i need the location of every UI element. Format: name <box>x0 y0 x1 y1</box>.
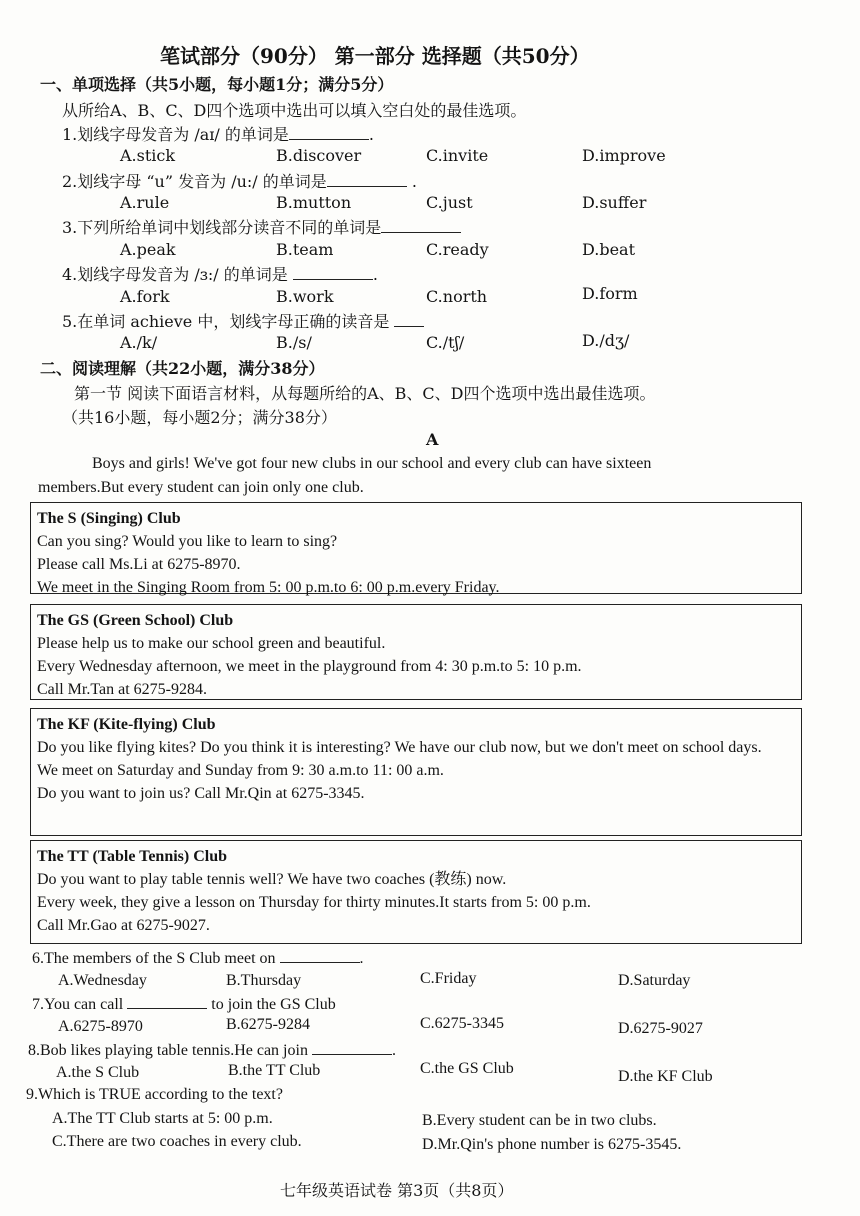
club-line: Do you want to join us? Call Mr.Qin at 6275-3345. <box>37 785 365 802</box>
club-line: Do you want to play table tennis well? We have two coaches (教练) now. <box>37 871 507 888</box>
q3-option-d[interactable]: D.beat <box>582 240 636 259</box>
question-1: 1.划线字母发音为 /aɪ/ 的单词是 . <box>62 125 374 144</box>
question-7: 7.You can call to join the GS Club <box>32 996 336 1013</box>
q9-option-b[interactable]: B.Every student can be in two clubs. <box>422 1112 657 1129</box>
club-box-green-school <box>30 604 802 700</box>
part1-heading: 一、单项选择（共5小题，每小题1分；满分5分） <box>40 75 394 94</box>
q2-option-d[interactable]: D.suffer <box>582 193 647 212</box>
page-title: 笔试部分（90分） 第一部分 选择题（共50分） <box>160 44 590 68</box>
q5-option-c[interactable]: C./tʃ/ <box>426 333 465 352</box>
part2-heading: 二、阅读理解（共22小题，满分38分） <box>40 359 325 378</box>
club-box-table-tennis <box>30 840 802 944</box>
q3-option-a[interactable]: A.peak <box>120 240 176 259</box>
club-line: We meet on Saturday and Sunday from 9: 30 a.m.to 11: 00 a.m. <box>37 762 444 779</box>
q7-option-a[interactable]: A.6275-8970 <box>58 1018 143 1035</box>
club-title: The S (Singing) Club <box>37 510 181 527</box>
q5-option-a[interactable]: A./k/ <box>120 333 158 352</box>
q3-option-c[interactable]: C.ready <box>426 240 489 259</box>
answer-blank[interactable] <box>381 218 461 233</box>
page-footer: 七年级英语试卷 第3页（共8页） <box>280 1181 514 1200</box>
question-9: 9.Which is TRUE according to the text? <box>26 1086 283 1103</box>
club-line: Call Mr.Gao at 6275-9027. <box>37 917 210 934</box>
club-title: The KF (Kite-flying) Club <box>37 716 216 733</box>
section-note: （共16小题，每小题2分；满分38分） <box>62 408 337 427</box>
q4-option-c[interactable]: C.north <box>426 287 488 306</box>
answer-blank[interactable] <box>127 994 207 1009</box>
answer-blank[interactable] <box>289 125 369 140</box>
q4-option-a[interactable]: A.fork <box>120 287 170 306</box>
answer-blank[interactable] <box>293 265 373 280</box>
q4-option-d[interactable]: D.form <box>582 284 638 303</box>
club-line: Can you sing? Would you like to learn to sing? <box>37 533 338 550</box>
passage-label: A <box>426 430 439 449</box>
club-title: The GS (Green School) Club <box>37 612 234 629</box>
question-6: 6.The members of the S Club meet on . <box>32 950 364 967</box>
q4-option-b[interactable]: B.work <box>276 287 334 306</box>
question-5: 5.在单词 achieve 中，划线字母正确的读音是 <box>62 309 424 332</box>
q6-option-b[interactable]: B.Thursday <box>226 972 302 989</box>
question-8: 8.Bob likes playing table tennis.He can join . <box>28 1042 396 1059</box>
q7-option-b[interactable]: B.6275-9284 <box>226 1016 310 1033</box>
q8-option-c[interactable]: C.the GS Club <box>420 1060 514 1077</box>
q1-option-b[interactable]: B.discover <box>276 146 362 165</box>
q9-option-d[interactable]: D.Mr.Qin's phone number is 6275-3545. <box>422 1136 682 1153</box>
q2-option-a[interactable]: A.rule <box>120 193 170 212</box>
answer-blank[interactable] <box>327 172 407 187</box>
part1-instruction: 从所给A、B、C、D四个选项中选出可以填入空白处的最佳选项。 <box>62 101 527 120</box>
club-line: Every Wednesday afternoon, we meet in the playground from 4: 30 p.m.to 5: 10 p.m. <box>37 658 582 675</box>
question-4: 4.划线字母发音为 /ɜ:/ 的单词是 . <box>62 265 378 284</box>
q6-option-a[interactable]: A.Wednesday <box>58 972 147 989</box>
answer-blank[interactable] <box>394 312 424 327</box>
passage-line-2: members.But every student can join only one club. <box>38 479 364 496</box>
section-intro: 第一节 阅读下面语言材料，从每题所给的A、B、C、D四个选项中选出最佳选项。 <box>74 384 656 403</box>
club-box-kite-flying <box>30 708 802 836</box>
q9-option-c[interactable]: C.There are two coaches in every club. <box>52 1133 302 1150</box>
q8-option-b[interactable]: B.the TT Club <box>228 1062 321 1079</box>
club-box-singing <box>30 502 802 594</box>
q7-option-c[interactable]: C.6275-3345 <box>420 1015 504 1032</box>
q9-option-a[interactable]: A.The TT Club starts at 5: 00 p.m. <box>52 1110 273 1127</box>
q8-option-a[interactable]: A.the S Club <box>56 1064 140 1081</box>
club-line: Do you like flying kites? Do you think it is interesting? We have our club now, but we don't meet on school days. <box>37 739 762 756</box>
q2-option-b[interactable]: B.mutton <box>276 193 352 212</box>
club-line: Every week, they give a lesson on Thursday for thirty minutes.It starts from 5: 00 p.m. <box>37 894 591 911</box>
question-2: 2.划线字母 “u” 发音为 /u:/ 的单词是 . <box>62 172 417 191</box>
question-3: 3.下列所给单词中划线部分读音不同的单词是 <box>62 215 461 238</box>
q2-option-c[interactable]: C.just <box>426 193 473 212</box>
q3-option-b[interactable]: B.team <box>276 240 334 259</box>
passage-line-1: Boys and girls! We've got four new clubs in our school and every club can have sixteen <box>92 455 652 472</box>
q6-option-d[interactable]: D.Saturday <box>618 972 691 989</box>
q1-option-d[interactable]: D.improve <box>582 146 666 165</box>
club-line: Please help us to make our school green and beautiful. <box>37 635 386 652</box>
q8-option-d[interactable]: D.the KF Club <box>618 1068 713 1085</box>
club-line: We meet in the Singing Room from 5: 00 p.m.to 6: 00 p.m.every Friday. <box>37 579 500 596</box>
q7-option-d[interactable]: D.6275-9027 <box>618 1020 703 1037</box>
q1-option-c[interactable]: C.invite <box>426 146 489 165</box>
q6-option-c[interactable]: C.Friday <box>420 970 477 987</box>
q1-option-a[interactable]: A.stick <box>120 146 176 165</box>
answer-blank[interactable] <box>312 1040 392 1055</box>
club-line: Call Mr.Tan at 6275-9284. <box>37 681 207 698</box>
club-line: Please call Ms.Li at 6275-8970. <box>37 556 241 573</box>
answer-blank[interactable] <box>280 948 360 963</box>
club-title: The TT (Table Tennis) Club <box>37 848 228 865</box>
q5-option-b[interactable]: B./s/ <box>276 333 312 352</box>
q5-option-d[interactable]: D./dʒ/ <box>582 331 630 350</box>
